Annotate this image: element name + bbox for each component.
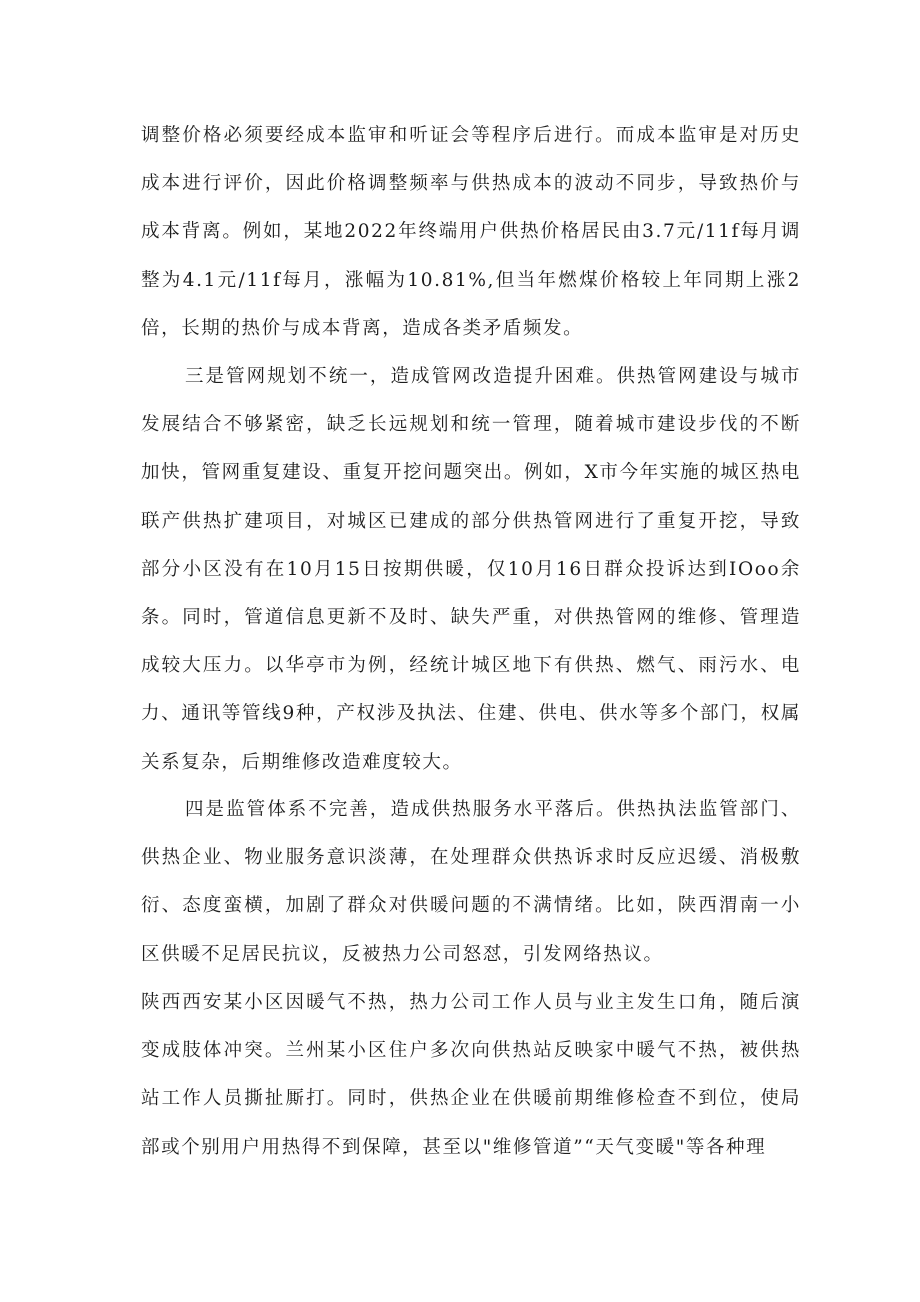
paragraph-xian-incident: 陕西西安某小区因暖气不热，热力公司工作人员与业主发生口角，随后演变成肢体冲突。兰州某小区住户多次向供热站反映家中暖气不热，被供热站工作人员撕扯厮打。同时，供热企业在供暖前期维修检查不到位，使局部或个别用户用热得不到保障，甚至以"维修管道”“天气变暖"等各种理	[141, 992, 801, 1158]
paragraph-supervision-system: 四是监管体系不完善，造成供热服务水平落后。供热执法监管部门、供热企业、物业服务意识淡薄，在处理群众供热诉求时反应迟缓、消极敷衍、态度蛮横，加剧了群众对供暖问题的不满情绪。比如，陕西渭南一小区供暖不足居民抗议，反被热力公司怒怼，引发网络热议。	[141, 799, 801, 965]
paragraph-price-adjustment: 调整价格必须要经成本监审和听证会等程序后进行。而成本监审是对历史成本进行评价，因此价格调整频率与供热成本的波动不同步，导致热价与成本背离。例如，某地2022年终端用户供热价格居民由3.7元/11f每月调整为4.1元/11f每月，涨幅为10.81%,但当年燃煤价格较上年同期上涨2倍，长期的热价与成本背离，造成各类矛盾频发。	[141, 125, 801, 339]
paragraph-pipe-network-planning: 三是管网规划不统一，造成管网改造提升困难。供热管网建设与城市发展结合不够紧密，缺乏长远规划和统一管理，随着城市建设步伐的不断加快，管网重复建设、重复开挖问题突出。例如，X市今年实施的城区热电联产供热扩建项目，对城区已建成的部分供热管网进行了重复开挖，导致部分小区没有在10月15日按期供暖，仅10月16日群众投诉达到IOoo余条。同时，管道信息更新不及时、缺失严重，对供热管网的维修、管理造成较大压力。以华亭市为例，经统计城区地下有供热、燃气、雨污水、电力、通讯等管线9种，产权涉及执法、住建、供电、供水等多个部门，权属关系复杂，后期维修改造难度较大。	[141, 366, 801, 773]
